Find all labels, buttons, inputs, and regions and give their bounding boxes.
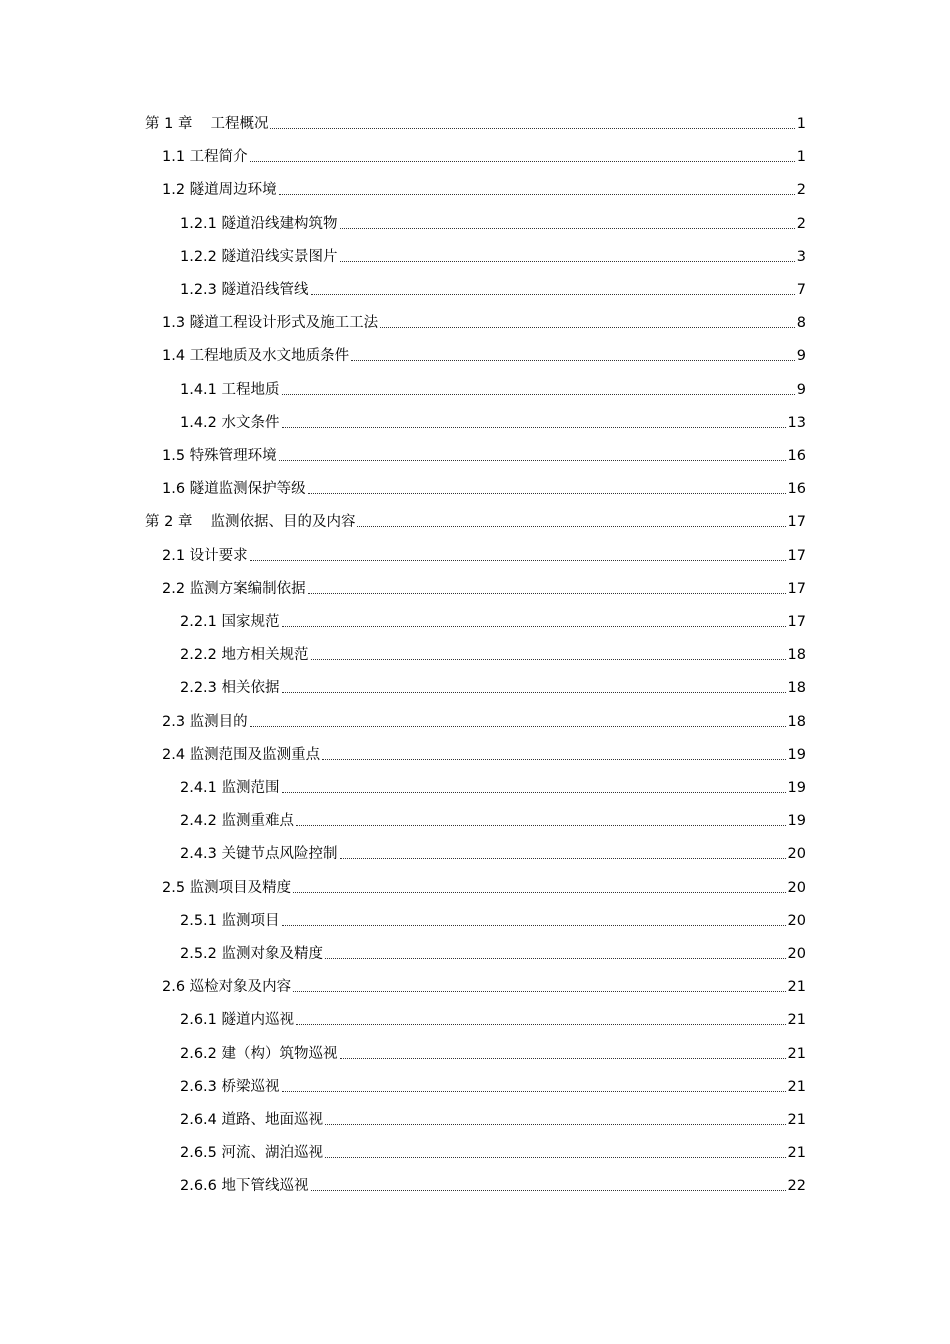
toc-section-entry[interactable] (162, 143, 806, 167)
toc-section-entry[interactable] (180, 840, 806, 864)
toc-dot-leader (311, 294, 795, 295)
toc-entry-title (145, 512, 356, 532)
toc-page-number: 20 (787, 912, 806, 929)
toc-entry-text: 河流、湖泊巡视 (221, 1145, 324, 1162)
toc-entry-title (162, 446, 278, 466)
toc-dot-leader (282, 626, 786, 627)
toc-entry-number: 2.6.5 (180, 1145, 217, 1162)
toc-section-entry[interactable] (180, 210, 806, 234)
toc-page-number: 17 (787, 580, 806, 597)
toc-entry-text: 监测项目及精度 (189, 879, 292, 896)
toc-entry-text: 工程地质及水文地质条件 (189, 348, 350, 365)
toc-page-number: 18 (787, 680, 806, 697)
toc-entry-title (162, 745, 321, 765)
toc-entry-number: 2.6.6 (180, 1178, 217, 1195)
toc-entry-number: 2.5 (162, 879, 186, 896)
toc-entry-number: 1.4 (162, 348, 186, 365)
toc-entry-title (180, 1010, 295, 1030)
toc-section-entry[interactable] (162, 342, 806, 366)
toc-entry-title (180, 214, 339, 234)
toc-dot-leader (325, 958, 786, 959)
toc-section-entry[interactable] (162, 176, 806, 200)
toc-entry-number: 2.2.3 (180, 680, 217, 697)
toc-dot-leader (270, 128, 794, 129)
toc-page-number: 3 (796, 248, 806, 265)
toc-entry-number: 2.5.1 (180, 912, 217, 929)
toc-dot-leader (311, 659, 786, 660)
toc-entry-text: 隧道工程设计形式及施工工法 (189, 315, 379, 332)
toc-section-entry[interactable] (180, 1139, 806, 1163)
toc-section-entry[interactable] (180, 1172, 806, 1196)
toc-dot-leader (296, 1024, 786, 1025)
toc-dot-leader (380, 327, 795, 328)
toc-section-entry[interactable] (180, 1040, 806, 1064)
toc-entry-title (180, 1143, 324, 1163)
toc-section-entry[interactable] (180, 409, 806, 433)
toc-entry-title (180, 280, 310, 300)
toc-entry-number: 2.2.1 (180, 614, 217, 630)
toc-entry-text: 隧道沿线实景图片 (221, 248, 338, 265)
toc-dot-leader (357, 526, 785, 527)
toc-entry-title (180, 911, 281, 931)
toc-entry-text: 隧道沿线管线 (221, 282, 309, 298)
toc-page-number: 9 (796, 381, 806, 398)
toc-section-entry[interactable] (180, 674, 806, 698)
toc-page-number: 21 (787, 1045, 806, 1062)
toc-entry-title (162, 712, 249, 732)
toc-page-number: 16 (787, 481, 806, 498)
toc-page-number: 9 (796, 348, 806, 365)
toc-page-number: 20 (787, 846, 806, 863)
toc-section-entry[interactable] (180, 243, 806, 267)
toc-page-number: 21 (787, 1112, 806, 1128)
toc-entry-number: 2.6.1 (180, 1012, 217, 1029)
toc-section-entry[interactable] (162, 973, 806, 997)
toc-dot-leader (308, 493, 786, 494)
toc-entry-title (180, 413, 281, 433)
toc-section-entry[interactable] (180, 1073, 806, 1097)
toc-entry-text: 隧道周边环境 (189, 182, 277, 199)
toc-section-entry[interactable] (180, 641, 806, 665)
toc-entry-number: 2.6.2 (180, 1045, 217, 1062)
toc-dot-leader (250, 726, 786, 727)
toc-chapter-entry[interactable] (145, 110, 806, 134)
toc-entry-text: 工程地质 (221, 381, 280, 398)
toc-dot-leader (250, 161, 795, 162)
toc-entry-text: 监测方案编制依据 (189, 580, 306, 597)
toc-entry-number: 第 1 章 (145, 116, 193, 132)
toc-dot-leader (340, 228, 795, 229)
toc-entry-number: 第 2 章 (145, 514, 193, 531)
toc-entry-number: 1.3 (162, 315, 186, 332)
toc-dot-leader (293, 991, 785, 992)
toc-section-entry[interactable] (162, 542, 806, 566)
toc-entry-number: 2.4.3 (180, 846, 217, 863)
toc-dot-leader (311, 1190, 786, 1191)
toc-entry-number: 1.5 (162, 448, 186, 464)
toc-entry-title (180, 778, 281, 798)
toc-entry-text: 监测对象及精度 (221, 946, 324, 962)
toc-page-number: 22 (787, 1178, 806, 1195)
toc-section-entry[interactable] (162, 874, 806, 898)
toc-entry-title (180, 380, 281, 400)
toc-entry-text: 监测目的 (189, 713, 248, 730)
toc-entry-number: 2.3 (162, 713, 186, 730)
toc-page-number: 16 (787, 448, 806, 464)
toc-entry-text: 道路、地面巡视 (221, 1112, 324, 1128)
toc-entry-number: 1.2.2 (180, 248, 217, 265)
toc-entry-title (180, 944, 324, 964)
toc-page-number: 19 (787, 746, 806, 763)
toc-section-entry[interactable] (162, 442, 806, 466)
toc-entry-title (162, 180, 278, 200)
toc-section-entry[interactable] (180, 774, 806, 798)
toc-entry-title (180, 811, 295, 831)
toc-entry-text: 关键节点风险控制 (221, 846, 338, 863)
toc-dot-leader (282, 394, 795, 395)
toc-entry-title (180, 1110, 324, 1130)
toc-entry-number: 2.4 (162, 746, 186, 763)
toc-entry-text: 监测重难点 (221, 813, 295, 830)
toc-page-number: 17 (787, 514, 806, 531)
toc-page-number: 1 (796, 116, 806, 132)
toc-section-entry[interactable] (180, 276, 806, 300)
toc-entry-title (162, 147, 249, 167)
toc-page-number: 19 (787, 780, 806, 796)
toc-section-entry[interactable] (162, 309, 806, 333)
toc-page-number: 21 (787, 1012, 806, 1029)
toc-page-number: 13 (787, 414, 806, 431)
toc-entry-title (180, 247, 339, 267)
toc-page-number: 20 (787, 946, 806, 962)
toc-entry-text: 水文条件 (221, 414, 280, 431)
toc-page-number: 18 (787, 647, 806, 664)
toc-entry-text: 监测范围 (221, 780, 280, 796)
toc-entry-text: 相关依据 (221, 680, 280, 697)
toc-dot-leader (351, 360, 795, 361)
toc-entry-text: 地下管线巡视 (221, 1178, 309, 1195)
toc-entry-title (162, 878, 292, 898)
toc-dot-leader (282, 692, 786, 693)
toc-entry-title (162, 546, 249, 566)
toc-dot-leader (282, 427, 786, 428)
toc-page-number: 1 (796, 149, 806, 166)
toc-page-number: 21 (787, 979, 806, 996)
toc-entry-number: 2.6.4 (180, 1112, 217, 1128)
toc-entry-title (162, 346, 350, 366)
toc-entry-text: 监测依据、目的及内容 (210, 514, 356, 531)
toc-entry-text: 隧道沿线建构筑物 (221, 215, 338, 232)
toc-entry-number: 2.5.2 (180, 946, 217, 962)
toc-entry-text: 隧道内巡视 (221, 1012, 295, 1029)
toc-section-entry[interactable] (180, 807, 806, 831)
toc-dot-leader (322, 759, 785, 760)
toc-dot-leader (293, 892, 785, 893)
toc-entry-title (180, 1077, 281, 1097)
toc-page-number: 17 (787, 614, 806, 630)
toc-section-entry[interactable] (180, 1106, 806, 1130)
toc-page-number: 21 (787, 1078, 806, 1095)
toc-page-number: 19 (787, 813, 806, 830)
toc-chapter-entry[interactable] (145, 508, 806, 532)
toc-dot-leader (282, 1091, 786, 1092)
toc-entry-title (162, 313, 379, 333)
toc-entry-number: 2.4.1 (180, 780, 217, 796)
toc-section-entry[interactable] (180, 940, 806, 964)
toc-entry-text: 设计要求 (189, 547, 248, 564)
toc-page-number: 17 (787, 547, 806, 564)
toc-entry-text: 桥梁巡视 (221, 1078, 280, 1095)
toc-page-number: 2 (796, 182, 806, 199)
toc-entry-number: 1.2 (162, 182, 186, 199)
toc-dot-leader (325, 1124, 786, 1125)
toc-entry-title (180, 844, 339, 864)
toc-entry-number: 1.4.2 (180, 414, 217, 431)
toc-entry-text: 隧道监测保护等级 (189, 481, 306, 498)
toc-entry-number: 2.4.2 (180, 813, 217, 830)
toc-dot-leader (325, 1157, 786, 1158)
toc-dot-leader (282, 792, 786, 793)
toc-page-number: 2 (796, 215, 806, 232)
toc-entry-text: 监测项目 (221, 912, 280, 929)
toc-entry-title (180, 678, 281, 698)
toc-section-entry[interactable] (180, 608, 806, 632)
toc-entry-number: 2.2.2 (180, 647, 217, 664)
toc-dot-leader (340, 261, 795, 262)
toc-dot-leader (340, 1058, 786, 1059)
toc-section-entry[interactable] (162, 708, 806, 732)
toc-section-entry[interactable] (162, 475, 806, 499)
toc-entry-number: 1.1 (162, 149, 186, 166)
toc-entry-number: 1.6 (162, 481, 186, 498)
toc-entry-text: 国家规范 (221, 614, 280, 630)
toc-dot-leader (279, 460, 786, 461)
toc-dot-leader (279, 194, 795, 195)
toc-section-entry[interactable] (180, 376, 806, 400)
toc-entry-text: 建（构）筑物巡视 (221, 1045, 338, 1062)
toc-entry-number: 1.4.1 (180, 381, 217, 398)
toc-dot-leader (340, 858, 786, 859)
toc-entry-text: 工程概况 (210, 116, 269, 132)
toc-entry-number: 1.2.3 (180, 282, 217, 298)
toc-page-number: 21 (787, 1145, 806, 1162)
toc-entry-title (180, 1044, 339, 1064)
toc-entry-number: 2.6.3 (180, 1078, 217, 1095)
toc-entry-title (145, 114, 269, 134)
toc-dot-leader (308, 593, 786, 594)
toc-entry-title (180, 1176, 310, 1196)
toc-entry-title (162, 977, 292, 997)
toc-section-entry[interactable] (162, 741, 806, 765)
toc-entry-text: 地方相关规范 (221, 647, 309, 664)
toc-dot-leader (296, 825, 786, 826)
toc-entry-number: 2.6 (162, 979, 186, 996)
toc-entry-text: 巡检对象及内容 (189, 979, 292, 996)
toc-entry-text: 监测范围及监测重点 (189, 746, 321, 763)
toc-dot-leader (250, 560, 786, 561)
toc-dot-leader (282, 925, 786, 926)
toc-entry-title (180, 612, 281, 632)
toc-section-entry[interactable] (162, 575, 806, 599)
toc-entry-title (162, 579, 307, 599)
toc-page-number: 8 (796, 315, 806, 332)
toc-page-number: 18 (787, 713, 806, 730)
toc-entry-number: 1.2.1 (180, 215, 217, 232)
toc-entry-text: 特殊管理环境 (189, 448, 277, 464)
toc-page-number: 20 (787, 879, 806, 896)
toc-entry-text: 工程简介 (189, 149, 248, 166)
toc-section-entry[interactable] (180, 1006, 806, 1030)
toc-entry-number: 2.1 (162, 547, 186, 564)
toc-page-number: 7 (796, 282, 806, 298)
toc-entry-title (180, 645, 310, 665)
toc-section-entry[interactable] (180, 907, 806, 931)
toc-entry-title (162, 479, 307, 499)
toc-entry-number: 2.2 (162, 580, 186, 597)
